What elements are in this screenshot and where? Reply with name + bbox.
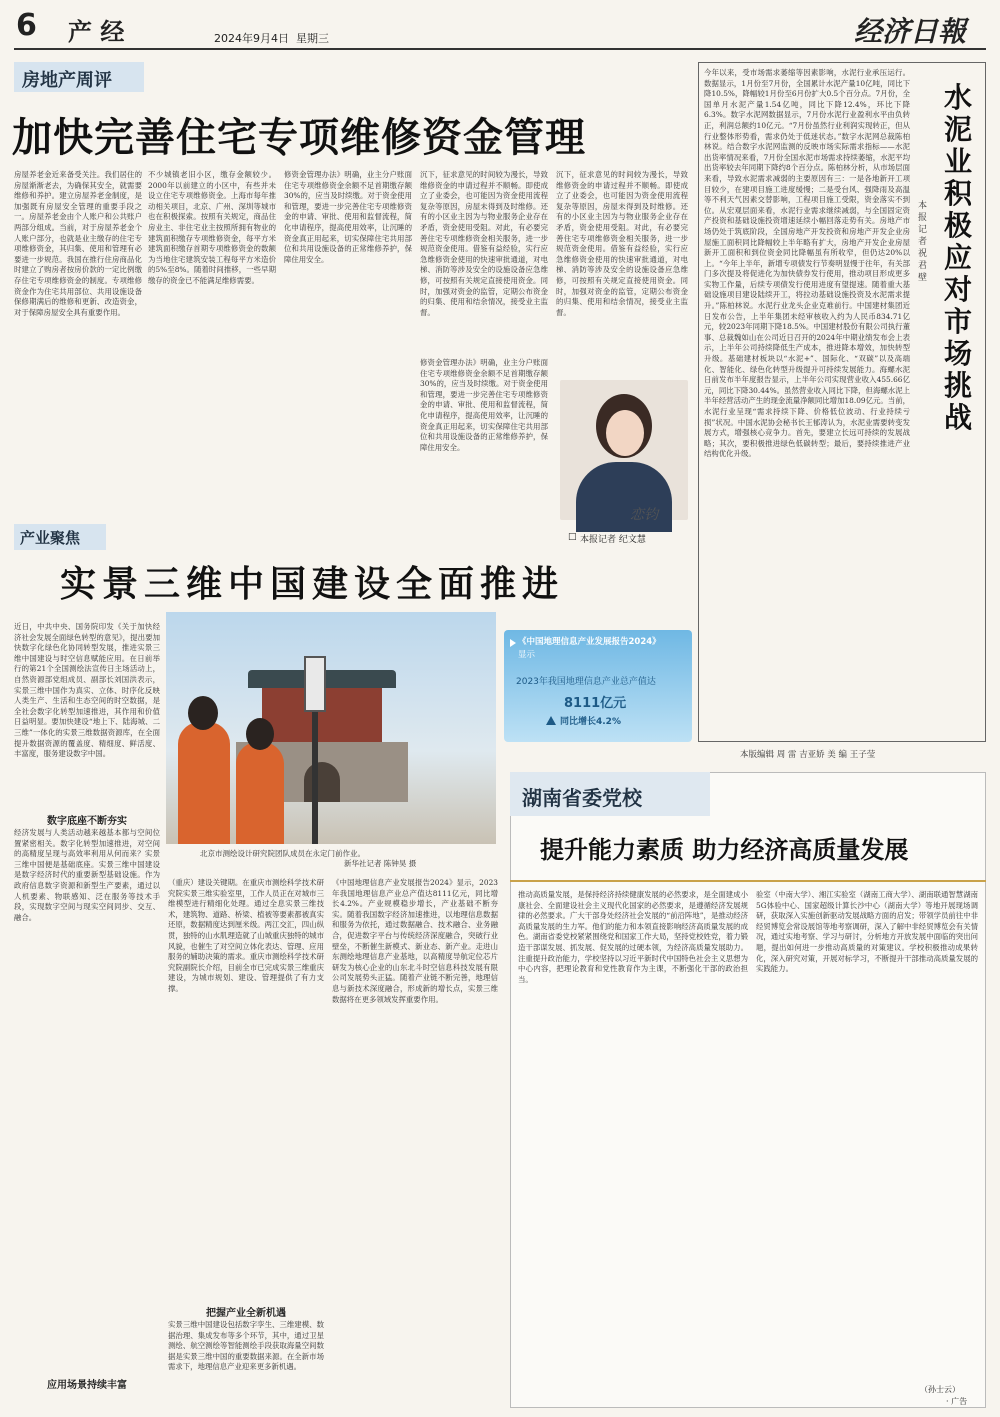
property-headline: 加快完善住宅专项维修资金管理 xyxy=(12,114,586,161)
property-col-3: 修资金管理办法》明确，业主分户账面住宅专项维修资金余额不足首期缴存额30%的，应当及时续缴。对于资金使用和管理，要进一步完善住宅专项维修资金的申请、审批、使用和监督流程，简化申请程序，提高使用效率，让沉睡的资金真正用起来，切实保障住宅共用部位和共用设施设备的正常维修养护，保障住用安全。 xyxy=(284,170,412,264)
industry-col-2: （重庆）建设关键期。在重庆市测绘科学技术研究院实景三维实验室里，工作人员正在对城市三维模型进行精细化处理。通过全息实景三维技术，建筑物、道路、桥梁、植被等要素都被真实还原，数据精度达到厘米级。两江交汇，四山纵贯，独特的山水肌理造就了山城重庆独特的城市风貌，也催生了对空间立体化表达、管理、应用服务的辅助决策的需求。重庆市测绘科学技术研究院副院长介绍，目前全市已完成实景三维重庆建设，为城市规划、建设、管理提供了有力支撑。 xyxy=(168,878,324,993)
weekday: 星期三 xyxy=(296,32,329,45)
surveyor-1-head xyxy=(188,696,218,730)
hunan-rule xyxy=(510,880,986,882)
hunan-title-small: 湖南省委党校 xyxy=(522,786,642,810)
page-editors: 本版编辑 周 雷 吉亚娇 美 编 王子莹 xyxy=(740,750,876,760)
photo-credit: 新华社记者 陈钟昊 摄 xyxy=(344,859,417,868)
author-signature: 恋钧 xyxy=(630,507,658,523)
infobox-growth: 同比增长4.2% xyxy=(560,717,621,727)
infobox-play-icon xyxy=(510,639,516,647)
subhead-digital-base: 数字底座不断夯实 xyxy=(47,816,127,827)
surveyor-1 xyxy=(178,722,230,844)
industry-col-2-tail: 实景三维中国建设包括数字孪生、三维建模、数据治理、集成发布等多个环节，其中，通过卫星测绘、航空测绘等智能测绘手段获取海量空间数据是实景三维中国的重要数据来源。在全新市场需求下，地理信息产业迎来更多新机遇。 xyxy=(168,1320,324,1372)
gate-arch xyxy=(304,762,340,802)
stat-infobox xyxy=(504,630,692,742)
industry-col-3: 《中国地理信息产业发展报告2024》显示，2023年我国地理信息产业总产值达8111亿元，同比增长4.2%。产业规模稳步增长，产业基础不断夯实。随着我国数字经济加速推进，以地理信息数据和服务为依托，通过数据融合、技术融合、业务融合，促进数字平台与传统经济深度融合，突破行业壁垒，不断催生新模式、新业态、新产业。走进山东测绘地理信息产业基地，以高精度导航定位芯片研发为核心企业的山东北斗时空信息科技发展有限公司发展势头正猛。随着产业链不断完善，地理信息与新技术深度融合，形成新的增长点，实景三维数据将在更多领域发挥重要作用。 xyxy=(332,878,498,1004)
author-portrait xyxy=(560,380,688,520)
property-col-4b: 修资金管理办法》明确，业主分户账面住宅专项维修资金余额不足首期缴存额30%的，应当及时续缴。对于资金使用和管理，要进一步完善住宅专项维修资金的申请、审批、使用和监督流程，简化申请程序，提高使用效率，让沉睡的资金真正用起来，切实保障住宅共用部位和共用设施设备的正常维修养护，保障住用安全。 xyxy=(420,358,548,452)
subhead-application: 应用场景持续丰富 xyxy=(47,1380,127,1391)
infobox-growth-arrow xyxy=(546,716,556,725)
masthead xyxy=(14,8,986,50)
surveyor-2-head xyxy=(246,718,274,750)
property-column-label: 房地产周评 xyxy=(22,70,112,91)
cement-reporter: 本报记者 祝君壁 xyxy=(918,201,928,283)
date: 2024年9月4日 xyxy=(214,32,289,45)
hunan-col-2: 验室（中南大学）、湘江实验室（湖南工商大学）、湖南联通智慧湖南5G体验中心、国家超级计算长沙中心（湖南大学）等地开展现场调研，获取深入实施创新驱动发展战略方面的启发；带领学员前往中非经贸博览会常设展馆等地考察调研，深入了解中非经贸博览会有关情况，通过实地考察、学习与研讨，分析地方开放发展中面临的突出问题，提出如何进一步推动高质量的对策建议。学校积极推动成果转化，深入研究对策，开展对标学习，不断提升干部推动高质量发展的实践能力。 xyxy=(756,890,978,974)
paper-logo: 经济日報 xyxy=(853,15,966,48)
property-col-1: 房屋养老金近来备受关注。我们居住的房屋渐渐老去，为确保其安全，就需要维修和养护。建立房屋养老金制度，是加强既有房屋安全管理的重要手段之一。房屋养老金由个人账户和公共账户两部分组成。当前，对于房屋养老金个人账户部分，也就是业主缴存的住宅专项维修资金，其归集、使用和管理有必要进一步规范。我国在推行住房商品化时建立了购房者按房价款的一定比例缴存住宅专项维修资金的制度。专项维修资金作为住宅共用部位、共用设施设备保修期满后的维修和更新、改造资金，对于保障房屋安全具有重要作用。 xyxy=(14,170,142,317)
portrait-face xyxy=(606,410,644,456)
industry-col-1-body: 经济发展与人类活动越来越基本都与空间位置紧密相关。数字化转型加速推进，对空间的高精度呈现与高效率利用从何而来？实景三维中国便是基础底座。实景三维中国建设是数字经济时代的重要新型基础设施。作为政府信息数字资源和新型生产要素，通过以人机要素、物联感知、泛在服务等技术手段，实现数字空间与现实空间同步、交互、融合。 xyxy=(14,828,160,922)
subhead-opportunity: 把握产业全新机遇 xyxy=(206,1308,286,1319)
cement-body: 今年以来，受市场需求萎缩等因素影响，水泥行业承压运行。数据显示，1月份至7月份，全国累计水泥产量10亿吨，同比下降10.5%，降幅较1月份至6月份扩大0.5个百分点。7月份，全国单月水泥产量1.54亿吨，同比下降12.4%，环比下降6.3%。数字水泥网数据显示，7月份水泥行业盈利水平由负转正，利润总额约10亿元。“7月份虽然行业利润实现转正，但从行业整体形势看，需求仍处于低迷状态。”数字水泥网总裁陈柏林说。结合数字水泥网监测的反映市场实际需求指标——水泥出货率情况来看，7月份全国水泥市场需求持续萎缩，水泥平均出货率较去年同期下降约8个百分点。陈柏林分析，从市场层面来看，导致水泥需求减弱的主要原因有三：一是各地新开工项目较少，在建项目施工进度缓慢；二是受台风、强降雨及高温等不利天气因素交替影响，工程项目施工受限，资金落实不到位。从宏观层面来看，水泥行业需求继续减弱，与全国固定资产投资和基础设施投资增速延续小幅回落走势有关。房地产市场仍处于筑底阶段，全国房地产开发投资和房地产开发企业房屋施工面积同比降幅较上半年略有扩大，房地产开发企业房屋新开工面积和到位资金同比降幅虽有所收窄，但仍达20%以上。“今年上半年，新增专项债发行节奏明显慢于往年，有关部门多次提及将促进化为加快债券发行使用，推动项目形成更多实物工作量，后续专项债发行使用进度有望提速。随着重大基础设施项目建设陆续开工，将拉动基础设施投资及水泥需求提升。”陈柏林说。水泥行业龙头企业克难前行。中国建材集团近日发布公告，上半年集团未经审核收入约为人民币834.71亿元，较2023年同期下降18.5%。中国建材股份有限公司执行董事、总裁魏如山在公司近日召开的2024年中期业绩发布会上表示，上半年公司持续降低生产成本，推进降本增效，加快转型升级。基础建材板块以“水泥+”、国际化、“双碳”以及高端化、智能化、绿色化转型升级提升可持续发展能力。海螺水泥日前发布半年度报告显示，上半年公司实现营业收入455.66亿元，同比下降30.44%。虽然营业收入同比下降，但海螺水泥上半年经营活动产生的现金流量净额同比增加18.09亿元。当前，水泥行业呈现“需求持续下降、价格低位波动、行业持续亏损”状况。中国水泥协会秘书长王郁涛认为，水泥业需要转变发展方式，增强核心竞争力。首先，要建立长远可持续的发展战略；其次，要积极推进绿色低碳转型；最后，要持续推进产业结构优化升级。 xyxy=(704,68,910,459)
infobox-value: 8111亿元 xyxy=(564,696,627,711)
industry-column-label: 产业聚焦 xyxy=(20,529,81,547)
surveyor-2 xyxy=(236,742,284,844)
hunan-headline: 提升能力素质 助力经济高质量发展 xyxy=(540,835,909,864)
industry-col-1-intro: 近日，中共中央、国务院印发《关于加快经济社会发展全面绿色转型的意见》，提出要加快数字化绿色化协同转型发展，推进实景三维中国建设与时空信息赋能应用。在日前举行的第21个全国测绘法宣传日主场活动上，自然资源部党组成员、副部长刘国洪表示，实景三维中国作为真实、立体、时序化反映人类生产、生活和生态空间的时空数据，是全社会数字化转型加速推进，其作用和价值日益明显。要加快建设“地上下、陆海城、二三维”一体化的实景三维数据资源库，在全面提升数据资源的覆盖度、精细度、鲜活度、丰富度，服务建设数字中国。 xyxy=(14,622,160,759)
infobox-title: 《中国地理信息产业发展报告2024》 xyxy=(518,637,661,647)
section-name: 产 经 xyxy=(68,17,125,46)
industry-reporter: 本报记者 纪文慧 xyxy=(580,535,646,545)
scanner-device xyxy=(304,656,326,712)
cement-headline: 水泥业积极应对市场挑战 xyxy=(944,81,973,434)
hunan-sign: （孙士云） xyxy=(920,1385,960,1394)
infobox-sub: 显示 xyxy=(518,650,536,660)
reporter-icon: □ xyxy=(568,532,577,542)
news-photo xyxy=(166,612,496,844)
page-number: 6 xyxy=(16,8,37,43)
tripod xyxy=(312,712,318,844)
hunan-ad-label: · 广告 xyxy=(946,1397,968,1406)
property-col-5: 沉下，征求意见的时间较为漫长，导致维修资金的申请过程并不顺畅。即使成立了业委会，也可能因为资金使用流程复杂等原因，房屋未得到及时维修。还有的小区业主因为与物业服务企业存在矛盾，资金使用受阻。对此，有必要完善住宅专项维修资金相关服务，进一步规范资金使用。借鉴有益经验，实行应急维修资金使用的快速审批通道，对电梯、消防等涉及安全的设施设备应急维修，可按照有关规定直接使用资金。同时，加强对资金的监管，定期公布资金的归集、使用和结余情况，接受业主监督。 xyxy=(556,170,688,317)
property-col-4: 沉下，征求意见的时间较为漫长，导致维修资金的申请过程并不顺畅。即使成立了业委会，也可能因为资金使用流程复杂等原因，房屋未得到及时维修。还有的小区业主因为与物业服务企业存在矛盾，资金使用受阻。对此，有必要完善住宅专项维修资金相关服务，进一步规范资金使用。借鉴有益经验，实行应急维修资金使用的快速审批通道，对电梯、消防等涉及安全的设施设备应急维修，可按照有关规定直接使用资金。同时，加强对资金的监管，定期公布资金的归集、使用和结余情况，接受业主监督。 xyxy=(420,170,548,317)
property-col-2: 不少城镇老旧小区，缴存金额较少。2000年以前建立的小区中，有些并未设立住宅专项维修资金。上海市每年推动相关项目，北京、广州、深圳等城市也在积极探索。按照有关规定，商品住房业主、非住宅业主按照所拥有物业的建筑面积缴存专项维修资金，每平方米建筑面积缴存首期专项维修资金的数额为当地住宅建筑安装工程每平方米造价的5%至8%。随着时间推移，一些早期缴存的资金已不能满足维修需要。 xyxy=(148,170,276,285)
industry-headline: 实景三维中国建设全面推进 xyxy=(60,563,565,605)
photo-caption: 北京市测绘设计研究院团队成员在永定门前作业。 xyxy=(200,849,365,858)
infobox-label: 2023年我国地理信息产业总产值达 xyxy=(516,677,656,687)
hunan-col-1: 推动高质量发展，是保持经济持续健康发展的必然要求，是全面建成小康社会、全面建设社会主义现代化国家的必然要求，是遵循经济发展规律的必然要求。广大干部身处经济社会发展的“前沿阵地”，是推动经济高质量发展的生力军。他们的能力和本领直接影响经济高质量发展的成色。湖南省委党校紧紧围绕党和国家工作大局，坚持党校姓党，着力锻造干部谋发展、抓发展、促发展的过硬本领，为经济高质量发展助力。注重提升政治能力，学校坚持以习近平新时代中国特色社会主义思想为中心内容，把理论教育和党性教育作为主课，不断强化干部的政治担当。 xyxy=(518,890,748,984)
